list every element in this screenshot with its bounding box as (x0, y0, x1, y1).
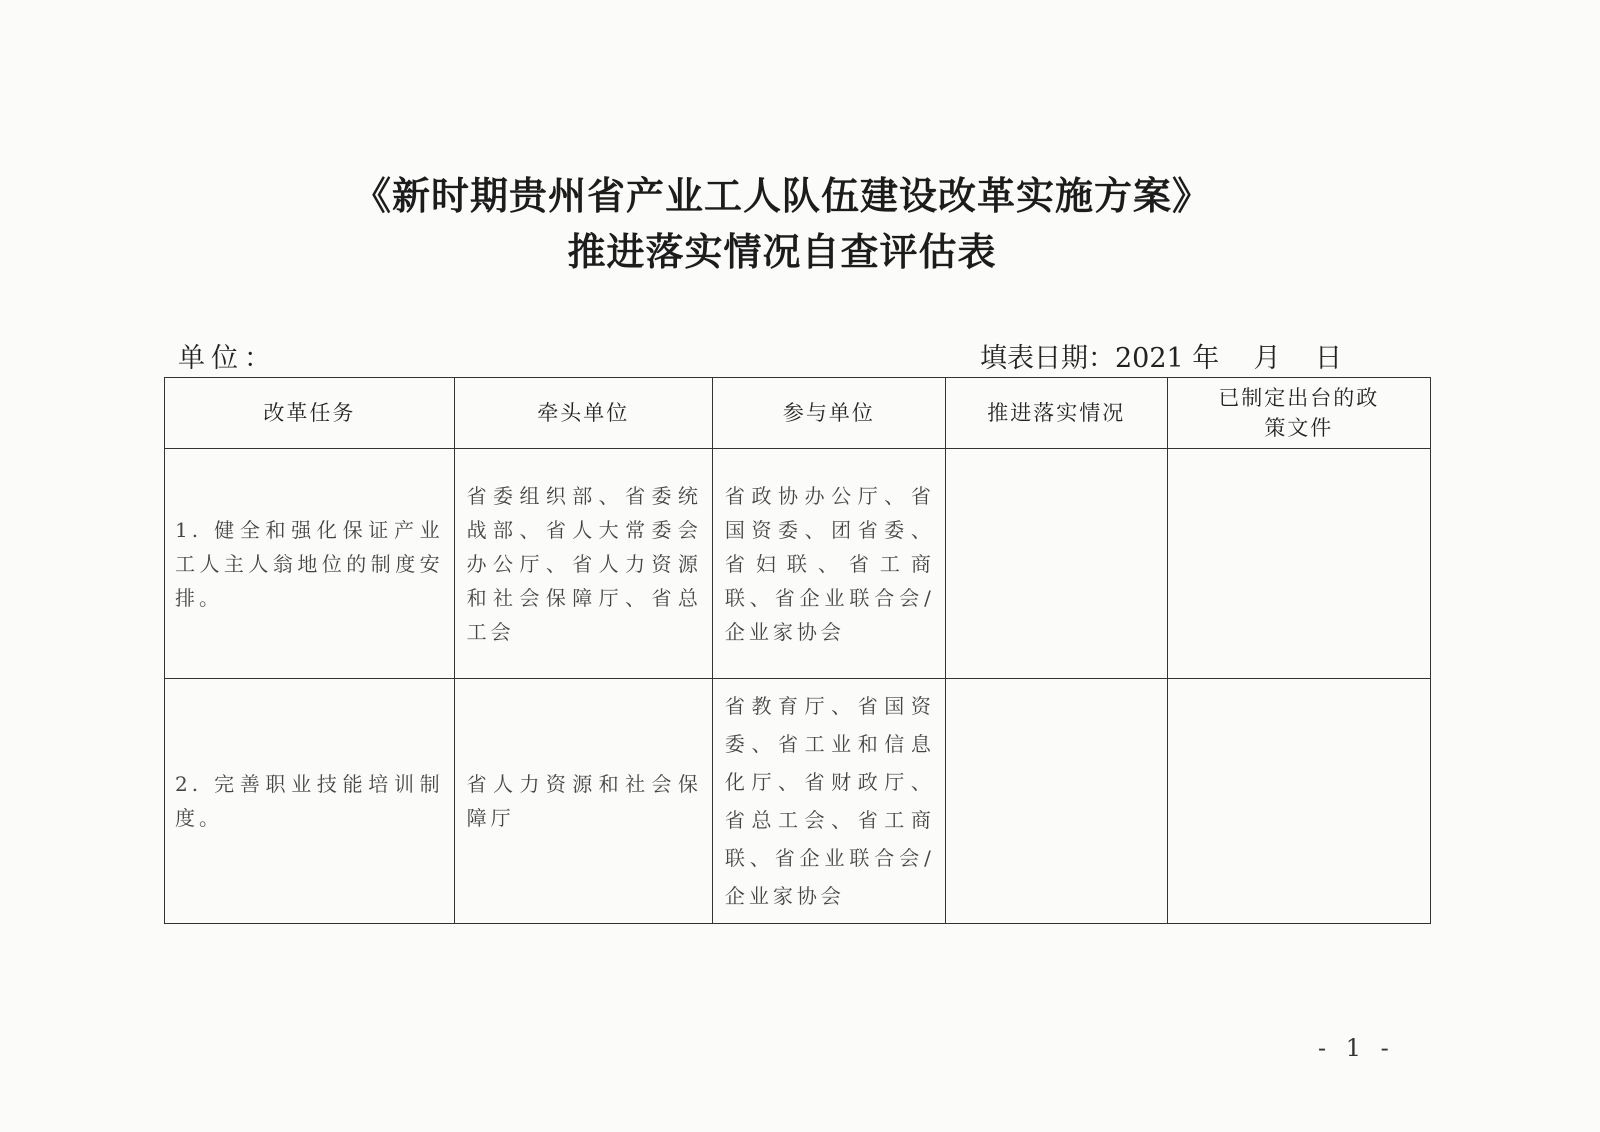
day-label: 日 (1314, 343, 1342, 374)
progress-cell[interactable] (945, 679, 1167, 924)
table-row (165, 449, 1431, 679)
header-lead-unit: 牵头单位 (454, 378, 712, 449)
task-cell (165, 449, 455, 679)
task-cell (165, 679, 455, 924)
lead-unit-text: 省委组织部、省委统战部、省人大常委会办公厅、省人力资源和社会保障厅、省总工会 (466, 483, 702, 644)
table-header-row (165, 378, 1431, 449)
participants-text: 省教育厅、省国资委、省工业和信息化厅、省财政厅、省总工会、省工商联、省企业联合会/企业家协会 (724, 694, 935, 908)
fill-date-label: 填表日期：2021 年 (980, 343, 1220, 374)
header-policy-docs-text: 已制定出台的政策文件 (1218, 386, 1380, 440)
header-participating-units: 参与单位 (712, 378, 945, 449)
assessment-table (164, 377, 1431, 924)
participants-cell (712, 679, 945, 924)
fill-date (980, 336, 1342, 375)
task-text: 2. 完善职业技能培训制度。 (175, 772, 444, 830)
page-number: - 1 - (1318, 1034, 1395, 1062)
table-row (165, 679, 1431, 924)
month-label: 月 (1253, 343, 1281, 374)
lead-unit-cell (454, 679, 712, 924)
lead-unit-text: 省人力资源和社会保障厅 (466, 772, 702, 830)
header-policy-docs (1167, 378, 1430, 449)
progress-cell[interactable] (945, 449, 1167, 679)
policy-docs-cell[interactable] (1167, 449, 1430, 679)
task-text: 1. 健全和强化保证产业工人主人翁地位的制度安排。 (175, 517, 444, 610)
header-progress: 推进落实情况 (945, 378, 1167, 449)
header-reform-task: 改革任务 (165, 378, 455, 449)
unit-label: 单位： (178, 343, 277, 374)
policy-docs-cell[interactable] (1167, 679, 1430, 924)
lead-unit-cell (454, 449, 712, 679)
participants-text: 省政协办公厅、省国资委、团省委、省妇联、省工商联、省企业联合会/企业家协会 (724, 483, 935, 644)
title-line-1: 《新时期贵州省产业工人队伍建设改革实施方案》 (352, 174, 1211, 218)
participants-cell (712, 449, 945, 679)
title-line-2: 推进落实情况自查评估表 (567, 230, 997, 274)
page-title (0, 168, 1600, 280)
